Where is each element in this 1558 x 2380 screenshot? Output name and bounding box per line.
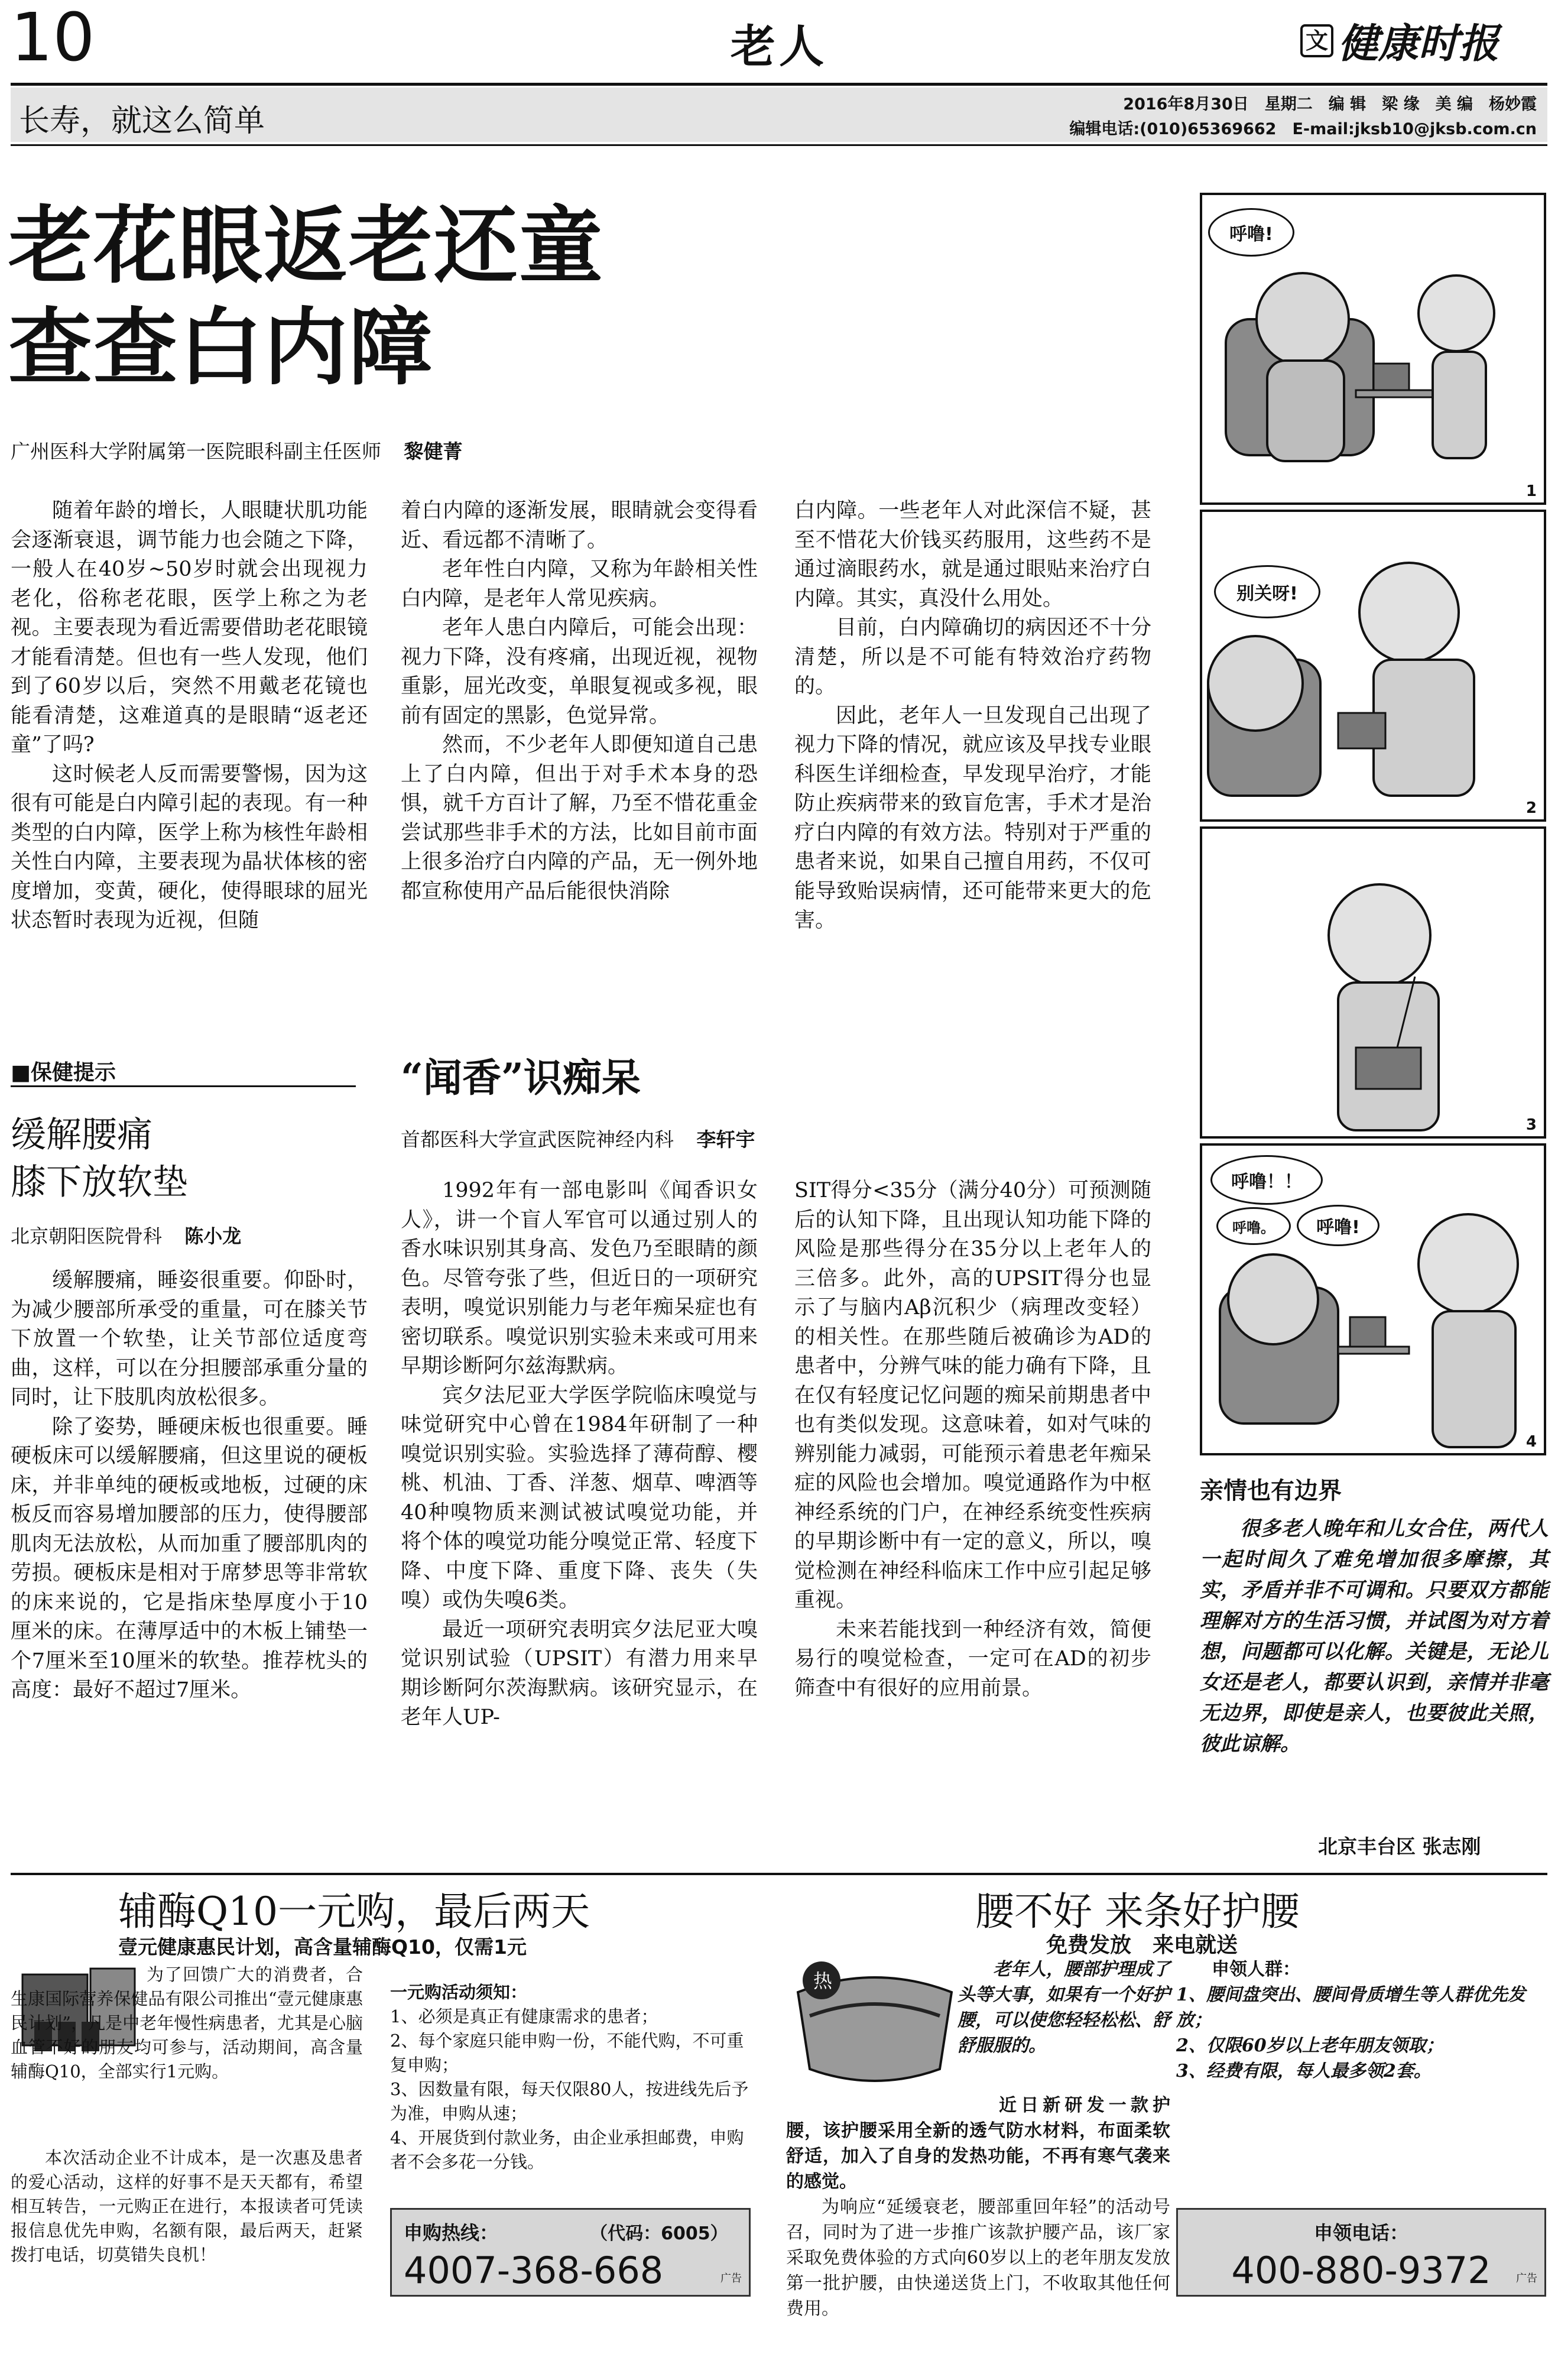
page-number: 10 — [11, 0, 95, 76]
article2-byline-org: 首都医科大学宣武医院神经内科 — [401, 1128, 674, 1151]
woman-head — [1419, 275, 1494, 351]
ad-waist-ad-mark: 广告 — [1516, 2272, 1537, 2285]
ad-q10-hotline-box — [390, 2208, 751, 2297]
health-tip-paragraph: 缓解腰痛，睡姿很重要。仰卧时，为减少腰部所承受的重量，可在膝关节下放置一个软垫，让关节部位适度弯曲，这样，可以在分担腰部承重分量的同时，让下肢肌肉放松很多。 — [11, 1269, 368, 1409]
ad-q10-notice-title: 一元购活动须知： — [390, 1982, 528, 2002]
ad-waist-body-p1: 近日新研发一款护腰，该护腰采用全新的透气防水材料，布面柔软舒适，加入了自身的发热功能，不再有寒气袭来的感觉。 — [786, 2095, 1170, 2192]
comic-caption-author: 北京丰台区 张志刚 — [1318, 1835, 1481, 1858]
old-man-head — [1257, 273, 1349, 365]
logo-mark: 文 — [1300, 24, 1333, 57]
woman-head — [1419, 1214, 1518, 1314]
ad-waist-intro: 老年人，腰部护理成了头等大事，如果有一个好护腰，可以使您轻轻松松、舒舒服服的。 — [957, 1959, 1170, 2056]
article1-byline-org: 广州医科大学附属第一医院眼科副主任医师 — [11, 440, 381, 463]
health-tip-body — [11, 1266, 368, 1857]
paper-name: 健康时报 — [1338, 20, 1499, 67]
ad-q10-hotline-code: （代码：6005） — [590, 2223, 728, 2244]
radio — [1356, 1048, 1421, 1089]
article2-paragraph: 1992年有一部电影叫《闻香识女人》，讲一个盲人军官可以通过别人的香水味识别其身高、发色乃至眼睛的颜色。尽管夸张了些，但近日的一项研究表明，嗅觉识别能力与老年痴呆症也有密切联系。嗅觉识别实验未来或可用来早期诊断阿尔兹海默病。 — [401, 1179, 758, 1378]
article2-paragraph: 最近一项研究表明宾夕法尼亚大嗅觉识别试验（UPSIT）有潜力用来早期诊断阿尔茨海默病。该研究显示，在老年人UP- — [401, 1617, 758, 1729]
radio — [1338, 713, 1385, 748]
health-tip-headline-line1: 缓解腰痛 — [11, 1114, 152, 1156]
old-man-body — [1267, 361, 1344, 461]
ad-q10-hotline-number: 4007-368-668 — [404, 2249, 664, 2292]
health-tip-headline — [11, 1111, 188, 1206]
woman-body — [1433, 352, 1486, 458]
slogan: 长寿，就这么简单 — [19, 103, 265, 139]
comic-caption-text: 很多老人晚年和儿女合住，两代人一起时间久了难免增加很多摩擦，其实，矛盾并非不可调和。只要双方都能理解对方的生活习惯，并试图为对方着想，问题都可以化解。关键是，无论儿女还是老人，都要认识到，亲情并非毫无边界，即使是亲人，也要彼此关照，彼此谅解。 — [1200, 1517, 1549, 1756]
comic-bubble: 呼噜! — [1208, 208, 1294, 257]
article1-paragraph: 然而，不少老年人即便知道自己患上了白内障，但出于对手术本身的恐惧，就千方百计了解，乃至不惜花重金尝试那些非手术的方法，比如目前市面上很多治疗白内障的产品，无一例外地都宣称使用产品后能很快消除 — [401, 733, 758, 903]
health-tip-headline-line2: 膝下放软垫 — [11, 1162, 188, 1203]
ad-waist-crowd-item: 1、腰间盘突出、腰间骨质增生等人群优先发放； — [1176, 1985, 1525, 2031]
comic-panel-number: 2 — [1525, 799, 1537, 817]
ad-q10-notice-item: 4、开展货到付款业务，由企业承担邮费，申购者不会多花一分钱。 — [390, 2128, 744, 2172]
health-tip-paragraph: 除了姿势，睡硬床板也很重要。睡硬板床可以缓解腰痛，但这里说的硬板床，并非单纯的硬板或地板，过硬的床板反而容易增加腰部的压力，使得腰部肌肉无法放松，从而加重了腰部肌肉的劳损。硬板床是相对于席梦思等非常软的床来说的，它是指床垫厚度小于10厘米的床。在薄厚适中的木板上铺垫一个7厘米至10厘米的软垫。推荐枕头的高度：最好不超过7厘米。 — [11, 1415, 368, 1702]
ad-waist-hotline-number: 400-880-9372 — [1231, 2249, 1491, 2292]
article2-col2 — [794, 1176, 1151, 1862]
article1-headline — [8, 195, 604, 398]
ad-waist-crowd-item: 3、经费有限，每人最多领2套。 — [1176, 2061, 1432, 2081]
side-table — [1338, 1347, 1409, 1354]
article1-byline — [11, 436, 463, 464]
article1-col1 — [11, 497, 368, 1082]
section-title: 老人 — [731, 20, 827, 73]
side-table — [1356, 390, 1433, 397]
health-tip-byline-org: 北京朝阳医院骨科 — [11, 1225, 163, 1247]
ad-q10-notice-item: 2、每个家庭只能申购一份，不能代购，不可重复申购； — [390, 2031, 744, 2075]
ad-q10-hotline-label: 申购热线： — [404, 2222, 499, 2244]
article1-col2 — [401, 497, 758, 1082]
comic-panel-1 — [1200, 193, 1546, 505]
ad-waist-crowd-item: 2、仅限60岁以上老年朋友领取； — [1176, 2035, 1444, 2056]
article1-paragraph: 目前，白内障确切的病因还不十分清楚，所以是不可能有特效治疗药物的。 — [794, 616, 1151, 698]
woman-body — [1374, 660, 1474, 796]
old-man-head — [1228, 1254, 1318, 1344]
ad-q10-subtitle: 壹元健康惠民计划，高含量辅酶Q10，仅需1元 — [118, 1935, 527, 1959]
article1-paragraph: 这时候老人反而需要警惕，因为这很有可能是白内障引起的表现。有一种类型的白内障，医学上称为核性年龄相关性白内障，主要表现为晶状体核的密度增加，变黄，硬化，使得眼球的屈光状态暂时表现为近视，但随 — [11, 762, 368, 932]
ad-waist-body-p2: 为响应“延缓衰老，腰部重回年轻”的活动号召，同时为了进一步推广该款护腰产品，该厂家采取免费体验的方式向60岁以上的老年朋友发放第一批护腰，由快递送货上门，不收取其他任何费用。 — [786, 2197, 1170, 2319]
article2-paragraph-cont: SIT得分<35分（满分40分）可预测随后的认知下降，且出现认知功能下降的风险是那些得分在35分以上老年人的三倍多。此外，高的UPSIT得分也显示了与脑内Aβ沉积少（病理改变轻）的相关性。在那些随后被确诊为AD的患者中，分辨气味的能力确有下降，且在仅有轻度记忆问题的痴呆前期患者中也有类似发现。这意味着，如对气味的辨别能力减弱，可能预示着患老年痴呆症的风险也会增加。嗅觉通路作为中枢神经系统的门户，在神经系统变性疾病的早期诊断中有一定的意义，所以，嗅觉检测在神经科临床工作中应引起足够重视。 — [794, 1179, 1151, 1612]
comic-art-1 — [1202, 195, 1546, 505]
comic-art-2 — [1202, 512, 1546, 822]
article1-paragraph: 老年性白内障，又称为年龄相关性白内障，是老年人常见疾病。 — [401, 557, 758, 611]
comic-panel-number: 3 — [1525, 1116, 1537, 1134]
comic-panel-3 — [1200, 826, 1546, 1139]
ad-q10-text1: 为了回馈广大的消费者，合生康国际营养保健品有限公司推出“壹元健康惠民计划”，凡是中老年慢性病患者，尤其是心脑血管不好的朋友均可参与，活动期间，高含量辅酶Q10，全部实行1元购。 — [11, 1964, 363, 2081]
comic-bubble: 呼噜！！ — [1210, 1155, 1323, 1205]
comic-bubble: 呼噜。 — [1216, 1207, 1291, 1245]
article2-col1 — [401, 1176, 758, 1862]
ad-waist-title: 腰不好 来条好护腰 — [975, 1889, 1300, 1934]
ad-waist-crowd-title: 申领人群： — [1212, 1959, 1300, 1980]
radio — [1350, 1317, 1385, 1347]
article1-col3 — [794, 497, 1151, 1082]
ad-waist-hotline-box — [1176, 2208, 1546, 2297]
woman-head — [1329, 884, 1430, 986]
comic-panel-2 — [1200, 510, 1546, 822]
article1-paragraph: 因此，老年人一旦发现自己出现了视力下降的情况，就应该及早找专业眼科医生详细检查，早发现早治疗，才能防止疾病带来的致盲危害，手术才是治疗白内障的有效方法。特别对于严重的患者来说，如果自己擅自用药，不仅可能导致贻误病情，还可能带来更大的危害。 — [794, 703, 1151, 932]
ad-waist-hotline-label: 申领电话： — [1313, 2222, 1408, 2244]
article2-headline: “闻香”识痴呆 — [401, 1055, 641, 1101]
comic-panel-number: 4 — [1525, 1433, 1537, 1451]
article2-byline-name: 李轩宇 — [696, 1128, 755, 1151]
comic-caption-title: 亲情也有边界 — [1200, 1477, 1342, 1504]
article1-headline-line2: 查查白内障 — [8, 299, 434, 397]
article1-paragraph: 老年人患白内障后，可能会出现：视力下降，没有疼痛，出现近视，视物重影，屈光改变，单眼复视或多视，眼前有固定的黑影，色觉异常。 — [401, 616, 758, 728]
article1-headline-line1: 老花眼返老还童 — [8, 197, 604, 295]
ad-q10-notice — [390, 1980, 753, 2174]
ad-waist-subtitle: 免费发放 来电就送 — [1046, 1933, 1238, 1957]
ad-waist-crowd — [1176, 1957, 1547, 2084]
comic-panel-4 — [1200, 1143, 1546, 1455]
ad-q10-notice-item: 3、因数量有限，每天仅限80人，按进线先后予为准，申购从速； — [390, 2079, 749, 2123]
article2-paragraph: 未来若能找到一种经济有效，简便易行的嗅觉检查，一定可在AD的初步筛查中有很好的应用前景。 — [794, 1617, 1151, 1700]
comic-bubble: 别关呀! — [1214, 565, 1320, 618]
waist-belt-image — [786, 1957, 963, 2093]
article1-paragraph-cont: 白内障。一些老年人对此深信不疑，甚至不惜花大价钱买药服用，这些药不是通过滴眼药水，就是通过眼贴来治疗白内障。其实，真没什么用处。 — [794, 499, 1151, 611]
article1-paragraph: 随着年龄的增长，人眼睫状肌功能会逐渐衰退，调节能力也会随之下降，一般人在40岁~50岁时就会出现视力老化，俗称老花眼，医学上称之为老视。主要表现为看近需要借助老花眼镜才能看清楚。但也有一些人发现，他们到了60岁以后，突然不用戴老花镜也能看清楚，这难道真的是眼睛“返老还童”了吗? — [11, 499, 368, 757]
article1-byline-name: 黎健菁 — [404, 440, 463, 463]
comic-bubble: 呼噜! — [1297, 1205, 1380, 1246]
ad-waist-body — [786, 2093, 1170, 2321]
woman-head — [1359, 563, 1459, 662]
comic-art-4 — [1202, 1146, 1546, 1455]
radio — [1374, 364, 1409, 390]
woman-body — [1433, 1311, 1515, 1447]
newspaper-logo — [1300, 12, 1499, 69]
article1-paragraph-cont: 着白内障的逐渐发展，眼睛就会变得看近、看远都不清晰了。 — [401, 499, 758, 552]
ad-q10-ad-mark: 广告 — [720, 2272, 742, 2285]
article2-paragraph: 宾夕法尼亚大学医学院临床嗅觉与味觉研究中心曾在1984年研制了一种嗅觉识别实验。实验选择了薄荷醇、樱桃、机油、丁香、洋葱、烟草、啤酒等40种嗅物质来测试被试嗅觉功能，并将个体的嗅觉功能分嗅觉正常、轻度下降、中度下降、重度下降、丧失（失嗅）或伪失嗅6类。 — [401, 1383, 758, 1612]
comic-art-3 — [1202, 829, 1546, 1139]
ad-q10-text2: 本次活动企业不计成本，是一次惠及患者的爱心活动，这样的好事不是天天都有，希望相互转告，一元购正在进行，本报读者可凭读报信息优先申购，名额有限，最后两天，赶紧拨打电话，切莫错失良机！ — [11, 2148, 363, 2265]
article2-byline — [401, 1124, 755, 1152]
date-line: 2016年8月30日 星期二 编 辑 梁 缘 美 编 杨妙霞 — [1123, 95, 1537, 114]
old-man-head — [1208, 636, 1303, 731]
health-tip-byline-name: 陈小龙 — [184, 1225, 242, 1247]
health-tip-byline — [11, 1221, 241, 1249]
comic-panel-number: 1 — [1525, 482, 1537, 500]
health-tip-label: ■保健提示 — [11, 1061, 116, 1085]
slogan-bar — [11, 87, 1547, 142]
ad-q10-notice-item: 1、必须是真正有健康需求的患者； — [390, 2006, 658, 2026]
ad-q10-title: 辅酶Q10一元购，最后两天 — [118, 1889, 590, 1934]
hot-badge-text: 热 — [813, 1970, 833, 1992]
contact-line: 编辑电话:(010)65369662 E-mail:jksb10@jksb.com.cn — [1069, 120, 1537, 138]
